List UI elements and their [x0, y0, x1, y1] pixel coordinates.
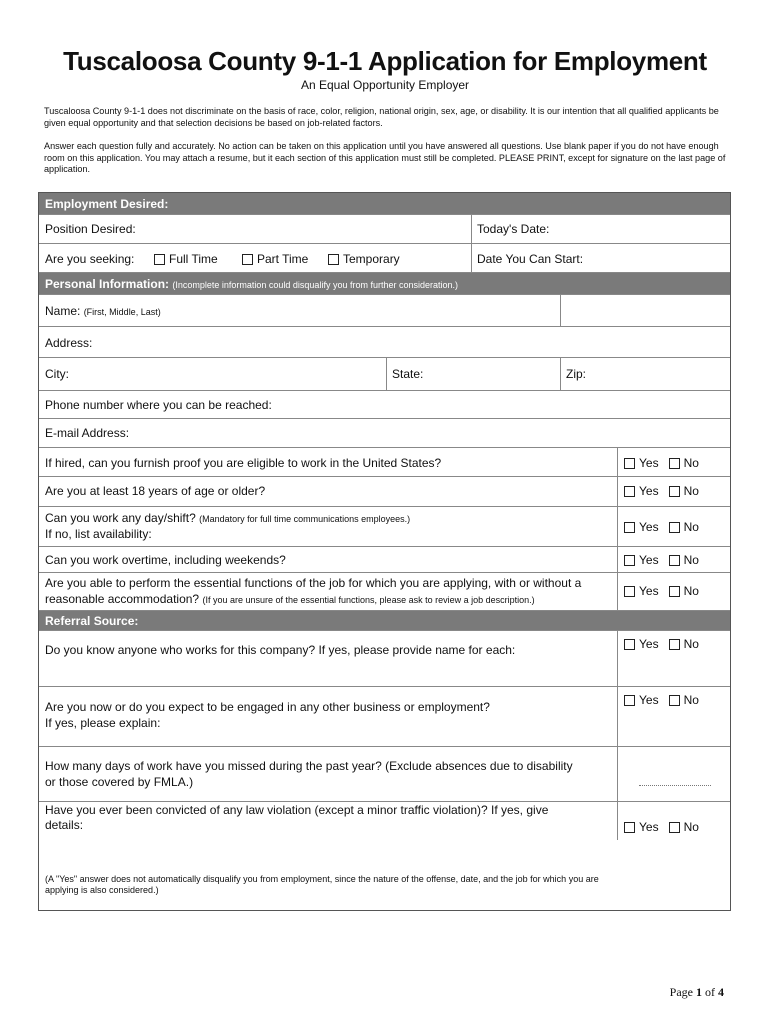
full-time-checkbox[interactable] [154, 254, 165, 265]
age-question: Are you at least 18 years of age or older? [45, 484, 266, 498]
other-business-row [39, 687, 730, 747]
page-number: Page 1 of 4 [669, 985, 724, 999]
phone-row [39, 391, 730, 419]
referral-section-header [39, 611, 730, 631]
other-business-yes-no[interactable]: Yes No [624, 693, 699, 707]
name-row [39, 295, 730, 327]
essential-question-2: reasonable accommodation? (If you are unsure of the essential functions, please ask to review a job description.) [45, 592, 535, 606]
essential-yes-no[interactable]: Yes No [624, 584, 699, 598]
convicted-yes-no[interactable]: Yes No [624, 820, 699, 834]
employment-heading: Employment Desired: [45, 197, 169, 211]
position-label: Position Desired: [45, 222, 136, 236]
name-label: Name: (First, Middle, Last) [45, 304, 161, 318]
eligible-yes-no[interactable]: Yes No [624, 456, 699, 470]
zip-label: Zip: [566, 367, 587, 381]
know-anyone-question: Do you know anyone who works for this company? If yes, please provide name for each: [45, 643, 516, 657]
missed-days-row [39, 747, 730, 802]
address-row [39, 327, 730, 358]
eligible-row [39, 448, 730, 477]
temporary-checkbox[interactable] [328, 254, 339, 265]
other-business-no-checkbox[interactable] [669, 695, 680, 706]
eligible-question: If hired, can you furnish proof you are eligible to work in the United States? [45, 456, 442, 470]
start-date-label: Date You Can Start: [477, 252, 584, 266]
state-label: State: [392, 367, 424, 381]
shift-no-checkbox[interactable] [669, 522, 680, 533]
city-label: City: [45, 367, 69, 381]
intro-paragraph-1: Tuscaloosa County 9-1-1 does not discriminate on the basis of race, color, religion, national origin, sex, age, or disability. It is our intention that all qualified applicants be given equal opportunity and that selection decisions be based on job-related factors. [44, 106, 719, 128]
overtime-row [39, 547, 730, 573]
age-row [39, 477, 730, 507]
missed-days-question-2: or those covered by FMLA.) [45, 775, 194, 789]
know-anyone-yes-no[interactable]: Yes No [624, 637, 699, 651]
convicted-yes-checkbox[interactable] [624, 822, 635, 833]
convicted-no-checkbox[interactable] [669, 822, 680, 833]
convicted-question: Have you ever been convicted of any law violation (except a minor traffic violation)? If yes, give [45, 803, 549, 817]
convicted-row [39, 802, 730, 910]
email-row [39, 419, 730, 448]
know-anyone-no-checkbox[interactable] [669, 639, 680, 650]
essential-yes-checkbox[interactable] [624, 586, 635, 597]
know-anyone-yes-checkbox[interactable] [624, 639, 635, 650]
employment-section-header [39, 193, 730, 215]
other-business-question: Are you now or do you expect to be engaged in any other business or employment? [45, 700, 490, 714]
personal-section-header [39, 273, 730, 295]
application-form [38, 192, 731, 911]
convicted-details-label: details: [45, 818, 84, 832]
essential-no-checkbox[interactable] [669, 586, 680, 597]
phone-label: Phone number where you can be reached: [45, 398, 272, 412]
page-title: Tuscaloosa County 9-1-1 Application for Employment [63, 46, 707, 76]
referral-heading: Referral Source: [45, 614, 139, 628]
shift-yes-checkbox[interactable] [624, 522, 635, 533]
essential-row [39, 573, 730, 611]
shift-availability-label: If no, list availability: [45, 527, 152, 541]
seeking-row [39, 244, 730, 273]
missed-days-question: How many days of work have you missed during the past year? (Exclude absences due to disability [45, 759, 573, 773]
intro-paragraph-2: Answer each question fully and accurately. No action can be taken on this application until you have answered all questions. Use blank paper if you do not have enough room on this application. You may attach a resume, but it each section of this application must still be completed. PLEASE PRINT, except for signature on the last page of application. [44, 141, 726, 175]
conviction-disclaimer: (A "Yes" answer does not automatically disqualify you from employment, since the nature of the offense, date, and the job for which you are applying is also considered.) [45, 874, 599, 895]
overtime-question: Can you work overtime, including weekends? [45, 553, 286, 567]
email-label: E-mail Address: [45, 426, 130, 440]
age-yes-checkbox[interactable] [624, 486, 635, 497]
personal-heading: Personal Information: (Incomplete information could disqualify you from further consideration.) [45, 277, 458, 291]
todays-date-label: Today's Date: [477, 222, 550, 236]
city-state-zip-row [39, 358, 730, 391]
other-business-yes-checkbox[interactable] [624, 695, 635, 706]
eligible-no-checkbox[interactable] [669, 458, 680, 469]
missed-days-answer-line[interactable] [639, 785, 711, 786]
part-time-checkbox[interactable] [242, 254, 253, 265]
eligible-yes-checkbox[interactable] [624, 458, 635, 469]
shift-yes-no[interactable]: Yes No [624, 520, 699, 534]
page-subtitle: An Equal Opportunity Employer [300, 78, 470, 92]
address-label: Address: [45, 336, 93, 350]
essential-question: Are you able to perform the essential functions of the job for which you are applying, with or without a [45, 576, 582, 590]
age-no-checkbox[interactable] [669, 486, 680, 497]
full-time-option[interactable]: Full Time [154, 252, 218, 267]
part-time-option[interactable]: Part Time [242, 252, 308, 267]
overtime-no-checkbox[interactable] [669, 555, 680, 566]
position-row [39, 215, 730, 244]
shift-row [39, 507, 730, 547]
overtime-yes-checkbox[interactable] [624, 555, 635, 566]
other-business-explain-label: If yes, please explain: [45, 716, 161, 730]
shift-question: Can you work any day/shift? (Mandatory for full time communications employees.) [45, 511, 411, 525]
seeking-label: Are you seeking: [45, 252, 135, 266]
age-yes-no[interactable]: Yes No [624, 484, 699, 498]
temporary-option[interactable]: Temporary [328, 252, 400, 267]
know-anyone-row [39, 631, 730, 687]
overtime-yes-no[interactable]: Yes No [624, 553, 699, 567]
